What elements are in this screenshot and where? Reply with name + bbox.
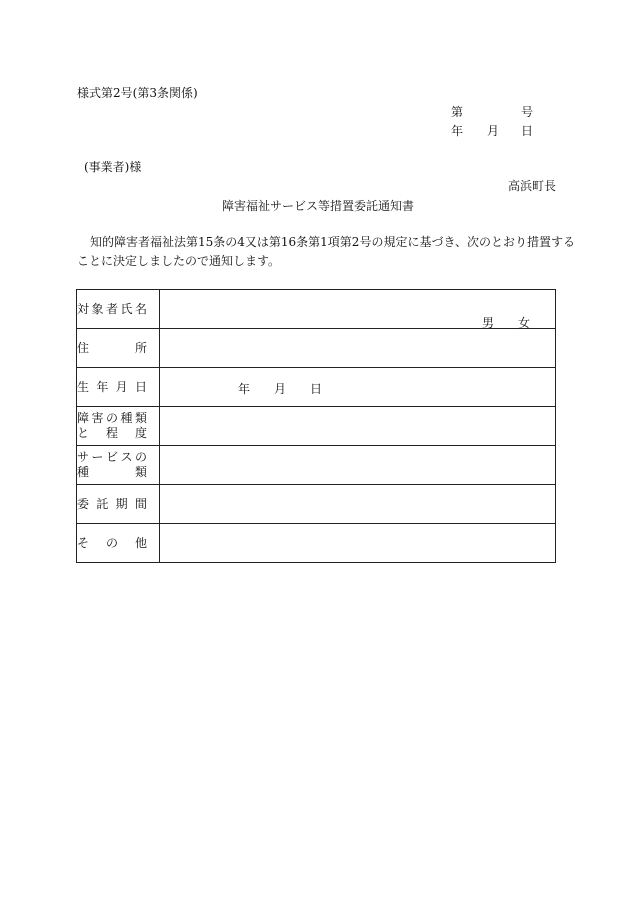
label-disability-type: 障 害 の 種 類 と 程 度 bbox=[77, 407, 160, 446]
value-disability-type[interactable] bbox=[160, 407, 556, 446]
table-row bbox=[77, 485, 556, 524]
body-line-2: ことに決定しましたので通知します。 bbox=[77, 254, 281, 268]
sex-female[interactable]: 女 bbox=[518, 316, 531, 330]
table-row bbox=[77, 446, 556, 485]
sex-male[interactable]: 男 bbox=[482, 316, 495, 330]
document-number-prefix: 第 bbox=[451, 105, 464, 119]
table-row bbox=[77, 329, 556, 368]
value-birthdate[interactable] bbox=[160, 368, 556, 407]
value-subject-name[interactable] bbox=[160, 290, 556, 329]
table-row bbox=[77, 290, 556, 329]
document-title: 障害福祉サービス等措置委託通知書 bbox=[222, 199, 415, 213]
label-subject-name: 対 象 者 氏 名 bbox=[77, 290, 160, 329]
value-service-type[interactable] bbox=[160, 446, 556, 485]
issue-date-month: 月 bbox=[487, 124, 500, 138]
table-row bbox=[77, 407, 556, 446]
table-row bbox=[77, 368, 556, 407]
value-other[interactable] bbox=[160, 524, 556, 563]
issue-date-day: 日 bbox=[521, 124, 534, 138]
birthdate-fields bbox=[238, 380, 322, 397]
value-commission-period[interactable] bbox=[160, 485, 556, 524]
birth-year-unit: 年 bbox=[238, 382, 251, 396]
form-number: 様式第2号(第3条関係) bbox=[77, 86, 198, 100]
body-line-1: 知的障害者福祉法第15条の4又は第16条第1項第2号の規定に基づき、次のとおり措置する bbox=[90, 235, 575, 249]
label-address: 住 所 bbox=[77, 329, 160, 368]
table-row bbox=[77, 524, 556, 563]
document-number-suffix: 号 bbox=[521, 105, 534, 119]
birth-day-unit: 日 bbox=[310, 382, 323, 396]
birth-month-unit: 月 bbox=[274, 382, 287, 396]
issue-date-year: 年 bbox=[451, 124, 464, 138]
value-address[interactable] bbox=[160, 329, 556, 368]
label-commission-period: 委 託 期 間 bbox=[77, 485, 160, 524]
recipient: (事業者)様 bbox=[84, 160, 142, 174]
label-service-type: サ ー ビ ス の 種 類 bbox=[77, 446, 160, 485]
label-birthdate: 生 年 月 日 bbox=[77, 368, 160, 407]
notice-table bbox=[76, 289, 556, 563]
issuer: 高浜町長 bbox=[508, 179, 557, 193]
label-other: そ の 他 bbox=[77, 524, 160, 563]
